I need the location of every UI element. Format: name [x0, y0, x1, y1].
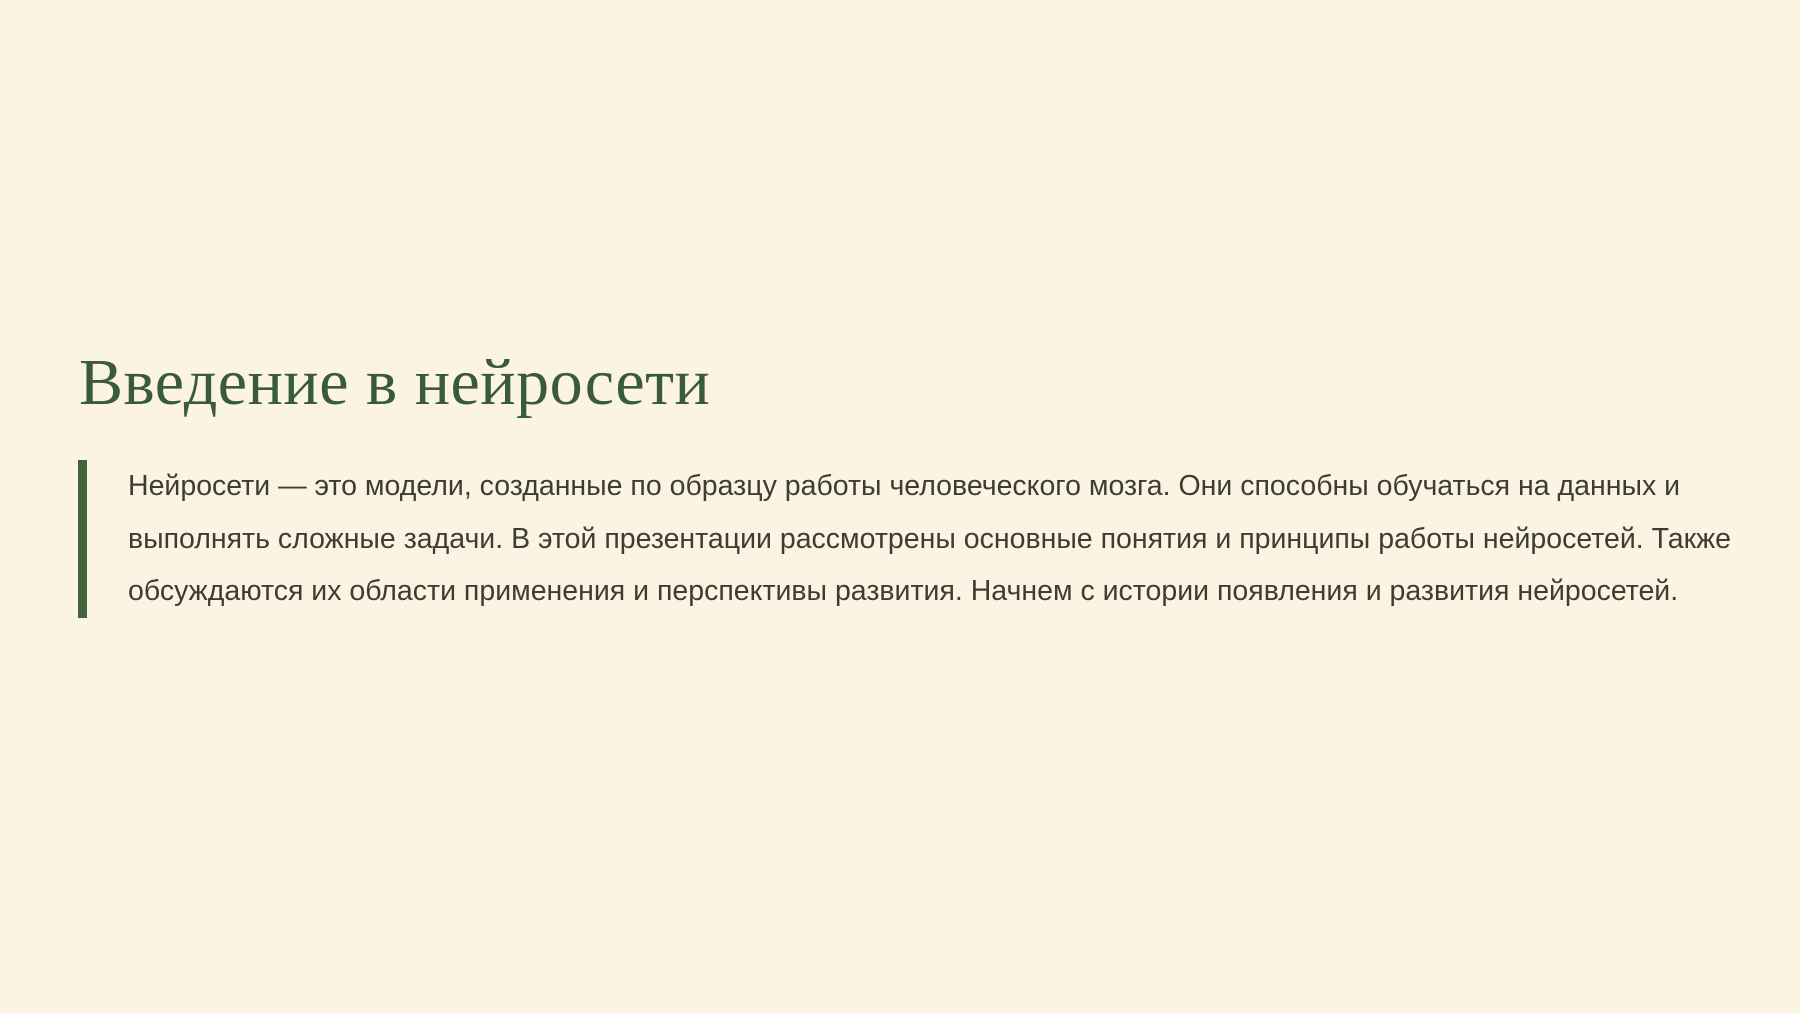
intro-paragraph: Нейросети — это модели, созданные по образцу работы человеческого мозга. Они способны обучаться на данных и выполнять сложные задачи. В этой презентации рассмотрены основные понятия и принципы работы нейросетей. Также обсуждаются их области применения и перспективы развития. Начнем с истории появления и развития нейросетей. — [128, 470, 1731, 607]
intro-paragraph-block — [78, 460, 1740, 618]
slide-title: Введение в нейросети — [79, 346, 711, 419]
quote-accent-bar — [78, 460, 87, 618]
